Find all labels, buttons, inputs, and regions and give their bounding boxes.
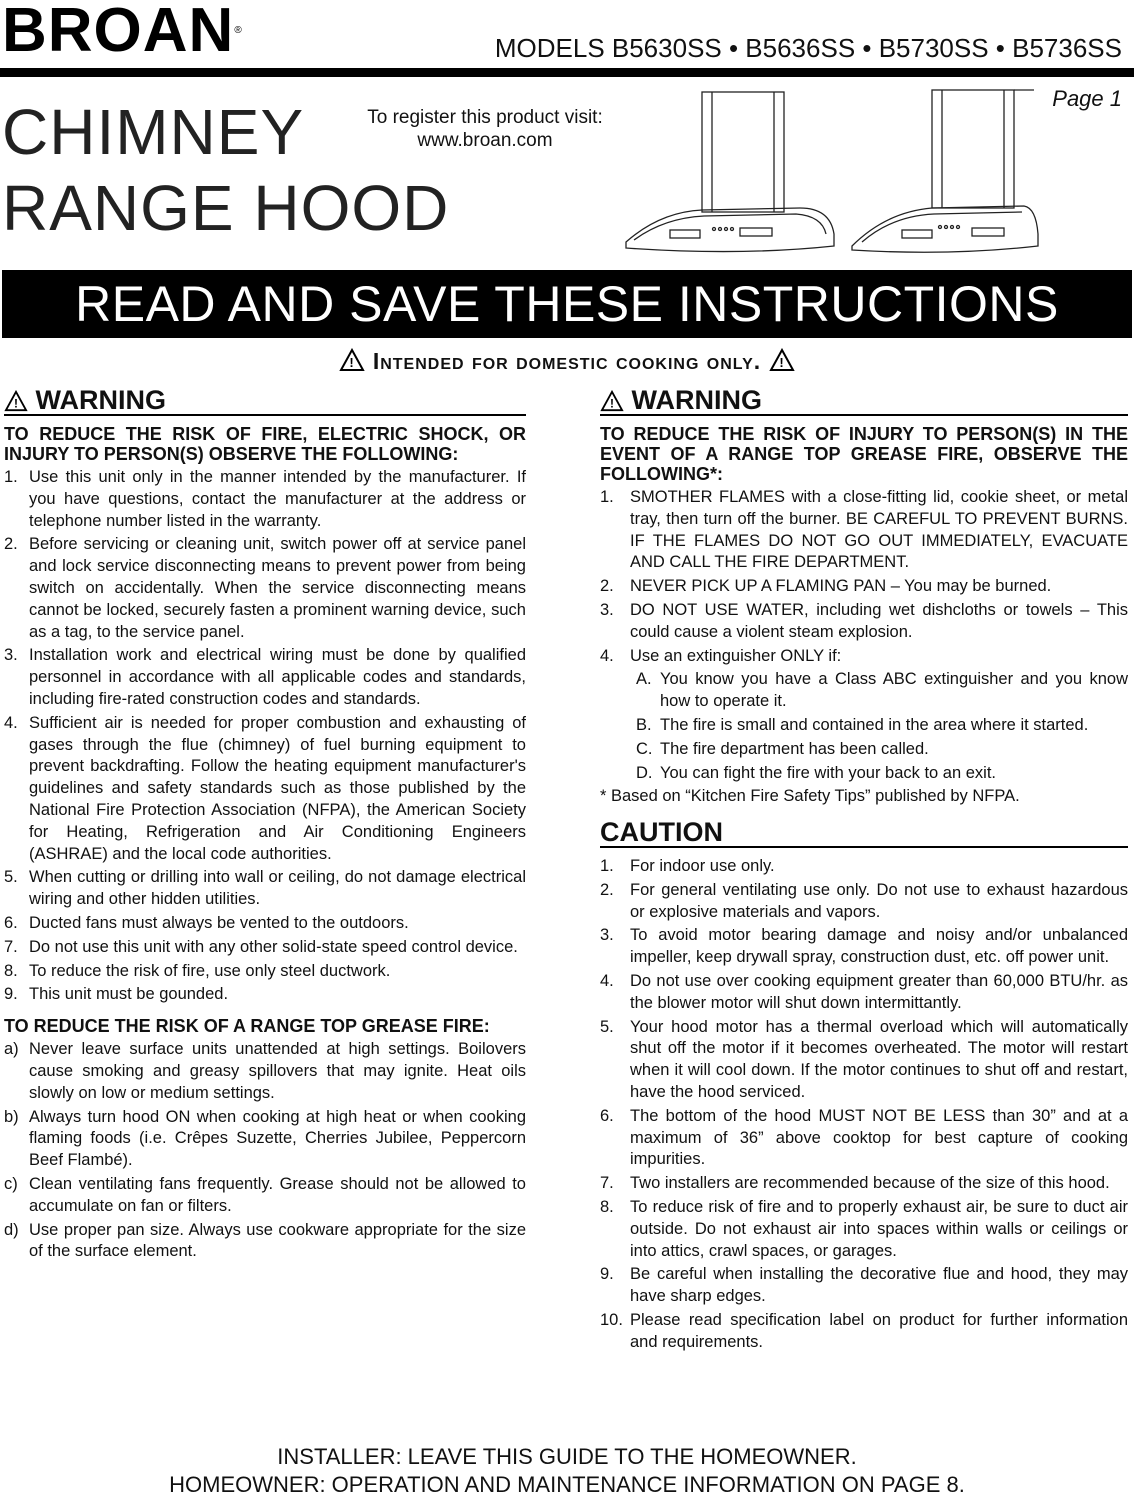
list-item [600, 600, 1128, 644]
grease-fire-list [4, 1039, 526, 1263]
page-number: Page 1 [1052, 86, 1122, 111]
list-item-number: B. [636, 715, 652, 734]
list-item [636, 715, 1128, 737]
list-item-number: 2. [600, 577, 614, 596]
warning-triangle-icon [600, 390, 624, 412]
grease-fire-subheading: TO REDUCE THE RISK OF A RANGE TOP GREASE FIRE: [4, 1016, 490, 1037]
list-item-text: Never leave surface units unattended at high settings. Boilovers cause smoking and greasy spillovers that may ignite. Heat oils slowly on low or medium settings. [29, 1040, 526, 1102]
list-item-number: D. [636, 763, 653, 782]
list-item-text: The fire is small and contained in the area where it started. [660, 715, 1089, 734]
list-item-text: The bottom of the hood MUST NOT BE LESS than 30” and at a maximum of 36” above cooktop for best capture of cooking impurities. [630, 1106, 1128, 1169]
list-item-text: Please read specification label on product for further information and requirements. [630, 1310, 1128, 1351]
list-item-text: Use this unit only in the manner intended by the manufacturer. If you have questions, contact the manufacturer at the address or telephone number listed in the warranty. [29, 468, 526, 530]
left-warning-heading: ! WARNING [4, 390, 526, 416]
list-item-text: To reduce the risk of fire, use only steel ductwork. [29, 961, 391, 980]
list-item-number: 6. [600, 1106, 614, 1125]
list-item-number: 2. [600, 880, 614, 899]
right-warning-heading: ! WARNING [600, 390, 1128, 416]
list-item-number: 7. [600, 1174, 614, 1193]
list-item-text: Do not use over cooking equipment greater than 60,000 BTU/hr. as the blower motor will shut down intermittantly. [630, 971, 1128, 1012]
list-item-number: d) [4, 1220, 19, 1239]
list-item-number: 1. [4, 468, 18, 486]
list-item [600, 646, 1128, 668]
list-item [600, 925, 1128, 969]
list-item [4, 937, 526, 959]
list-item [4, 867, 526, 911]
list-item-text: You can fight the fire with your back to an exit. [660, 763, 997, 782]
list-item-number: 9. [4, 985, 18, 1004]
list-item [4, 1174, 526, 1218]
list-item-text: For general ventilating use only. Do not use to exhaust hazardous or explosive materials and vapors. [630, 880, 1128, 921]
list-item-number: A. [636, 670, 652, 689]
list-item-text: Before servicing or cleaning unit, switch power off at service panel and lock service disconnecting means to prevent power from being switch on accidentally. When the service disconnecting means cannot be locked, securely fasten a prominent warning device, such as a tag, to the service panel. [29, 535, 526, 641]
title-line-1: CHIMNEY [2, 96, 305, 168]
list-item-number: 5. [600, 1017, 614, 1036]
list-item-text: Be careful when installing the decorative flue and hood, they may have sharp edges. [630, 1265, 1128, 1306]
list-item [600, 1197, 1128, 1262]
list-item [600, 856, 1128, 878]
list-item [4, 645, 526, 710]
list-item-number: a) [4, 1040, 19, 1059]
list-item [600, 971, 1128, 1015]
list-item-number: 1. [600, 488, 614, 506]
list-item [4, 984, 526, 1006]
list-item-text: Installation work and electrical wiring must be done by qualified personnel in accordance with all applicable codes and standards, including fire-rated construction codes and standards. [29, 646, 526, 708]
list-item-number: 4. [4, 713, 18, 732]
list-item-number: b) [4, 1107, 19, 1126]
list-item-text: You know you have a Class ABC extinguisher and you know how to operate it. [660, 670, 1128, 711]
list-item-text: DO NOT USE WATER, including wet dishcloths or towels – This could cause a violent steam explosion. [630, 600, 1128, 641]
svg-text:!: ! [610, 396, 614, 411]
svg-text:!: ! [778, 355, 785, 370]
list-item-number: 3. [4, 646, 18, 665]
list-item [4, 1039, 526, 1104]
read-save-banner: READ AND SAVE THESE INSTRUCTIONS [2, 270, 1132, 338]
range-hood-illustration [620, 84, 1040, 264]
list-item-text: To reduce risk of fire and to properly exhaust air, be sure to duct air outside. Do not exhaust air into spaces within walls or ceilings or into attics, crawl spaces, or garages. [630, 1197, 1128, 1260]
brand-logo: BROAN® [2, 0, 243, 65]
list-item [4, 1220, 526, 1264]
list-item-number: 9. [600, 1265, 614, 1284]
list-item-number: 10. [600, 1310, 623, 1329]
list-item-text: Two installers are recommended because of the size of this hood. [630, 1174, 1110, 1193]
intended-use-note [0, 348, 1134, 375]
svg-text:!: ! [14, 396, 18, 411]
list-item [600, 880, 1128, 924]
list-item-number: c) [4, 1174, 18, 1193]
list-item-text: To avoid motor bearing damage and noisy and/or unbalanced impeller, keep drywall spray, construction dust, etc. off power unit. [630, 926, 1128, 967]
nfpa-footnote: * Based on “Kitchen Fire Safety Tips” published by NFPA. [600, 787, 1020, 806]
intended-use-text: Intended for domestic cooking only. [372, 348, 762, 374]
list-item-text: Clean ventilating fans frequently. Grease should not be allowed to accumulate on fan or filters. [29, 1174, 526, 1215]
list-item-text: Ducted fans must always be vented to the outdoors. [29, 913, 409, 932]
list-item-text: When cutting or drilling into wall or ceiling, do not damage electrical wiring and other hidden utilities. [29, 868, 526, 909]
right-warning-subheading: TO REDUCE THE RISK OF INJURY TO PERSON(S) IN THE EVENT OF A RANGE TOP GREASE FIRE, OBSERVE THE FOLLOWING*: [600, 424, 1128, 484]
left-warning-list [4, 467, 526, 1006]
svg-text:!: ! [349, 355, 356, 370]
left-warning-subheading: TO REDUCE THE RISK OF FIRE, ELECTRIC SHOCK, OR INJURY TO PERSON(S) OBSERVE THE FOLLOWING: [4, 424, 526, 464]
list-item-text: Always turn hood ON when cooking at high heat or when cooking flaming foods (i.e. Crêpes Suzette, Cherries Jubilee, Peppercorn Beef Flambé). [29, 1107, 526, 1170]
list-item [4, 467, 526, 532]
list-item [4, 534, 526, 643]
list-item [4, 913, 526, 935]
list-item-text: This unit must be gounded. [29, 985, 229, 1004]
list-item-text: SMOTHER FLAMES with a close-fitting lid, cookie sheet, or metal tray, then turn off the burner. BE CAREFUL TO PREVENT BURNS. IF THE FLAMES DO NOT GO OUT IMMEDIATELY, EVACUATE AND CALL THE FIRE DEPARTMENT. [630, 488, 1128, 572]
title-line-2: RANGE HOOD [2, 172, 450, 244]
list-item-number: 3. [600, 926, 614, 945]
list-item-number: C. [636, 739, 653, 758]
list-item [600, 1264, 1128, 1308]
caution-list [600, 856, 1128, 1354]
registration-url[interactable]: www.broan.com [417, 130, 553, 151]
list-item-text: NEVER PICK UP A FLAMING PAN – You may be burned. [630, 577, 1052, 596]
list-item-number: 8. [600, 1197, 614, 1216]
installer-note: INSTALLER: LEAVE THIS GUIDE TO THE HOMEOWNER. [277, 1444, 857, 1469]
warning-triangle-icon [339, 348, 365, 372]
list-item-text: Use proper pan size. Always use cookware appropriate for the size of the surface element. [29, 1220, 526, 1261]
left-warning-column [4, 385, 526, 1263]
list-item [636, 739, 1128, 761]
registration-text: To register this product visit: [367, 107, 603, 128]
model-numbers: MODELS B5630SS • B5636SS • B5730SS • B5736SS [494, 33, 1122, 63]
right-warning-column [600, 385, 1128, 1353]
list-item-number: 2. [4, 535, 18, 554]
list-item [600, 1173, 1128, 1195]
header-divider-bar [0, 68, 1134, 77]
list-item [600, 1017, 1128, 1104]
list-item [600, 1310, 1128, 1354]
warning-triangle-icon [4, 390, 28, 412]
extinguisher-conditions-list [600, 669, 1128, 784]
list-item-number: 4. [600, 646, 614, 665]
right-warning-list [600, 487, 1128, 667]
list-item [4, 1107, 526, 1172]
list-item-number: 8. [4, 961, 18, 980]
list-item-number: 4. [600, 971, 614, 990]
list-item-number: 6. [4, 913, 18, 932]
list-item-number: 5. [4, 868, 18, 887]
list-item-number: 7. [4, 937, 18, 956]
registration-note [320, 106, 650, 152]
list-item-number: 3. [600, 600, 614, 619]
list-item [636, 669, 1128, 713]
homeowner-note: HOMEOWNER: OPERATION AND MAINTENANCE INFORMATION ON PAGE 8. [169, 1472, 965, 1497]
list-item [4, 713, 526, 866]
warning-triangle-icon [769, 348, 795, 372]
list-item-text: Use an extinguisher ONLY if: [630, 646, 842, 665]
list-item [4, 961, 526, 983]
list-item [636, 763, 1128, 785]
list-item-text: Sufficient air is needed for proper combustion and exhausting of gases through the flue (chimney) of fuel burning equipment to prevent backdrafting. Follow the heating equipment manufacturer's guidelines and safety standards such as those published by the National Fire Protection Association (NFPA), the American Society for Heating, Refrigeration and Air Conditioning Engineers (ASHRAE) and the local code authorities. [29, 713, 526, 863]
caution-heading: CAUTION [600, 822, 1128, 848]
list-item-text: Do not use this unit with any other solid-state speed control device. [29, 937, 518, 956]
list-item-text: For indoor use only. [630, 856, 775, 875]
list-item [600, 576, 1128, 598]
list-item-text: Your hood motor has a thermal overload which will automatically shut off the motor if it becomes overheated. The motor will restart when it will cool down. If the motor continues to shut off and restart, have the hood serviced. [630, 1017, 1128, 1101]
list-item-text: The fire department has been called. [660, 739, 929, 758]
list-item [600, 487, 1128, 574]
list-item [600, 1106, 1128, 1171]
list-item-number: 1. [600, 856, 614, 875]
